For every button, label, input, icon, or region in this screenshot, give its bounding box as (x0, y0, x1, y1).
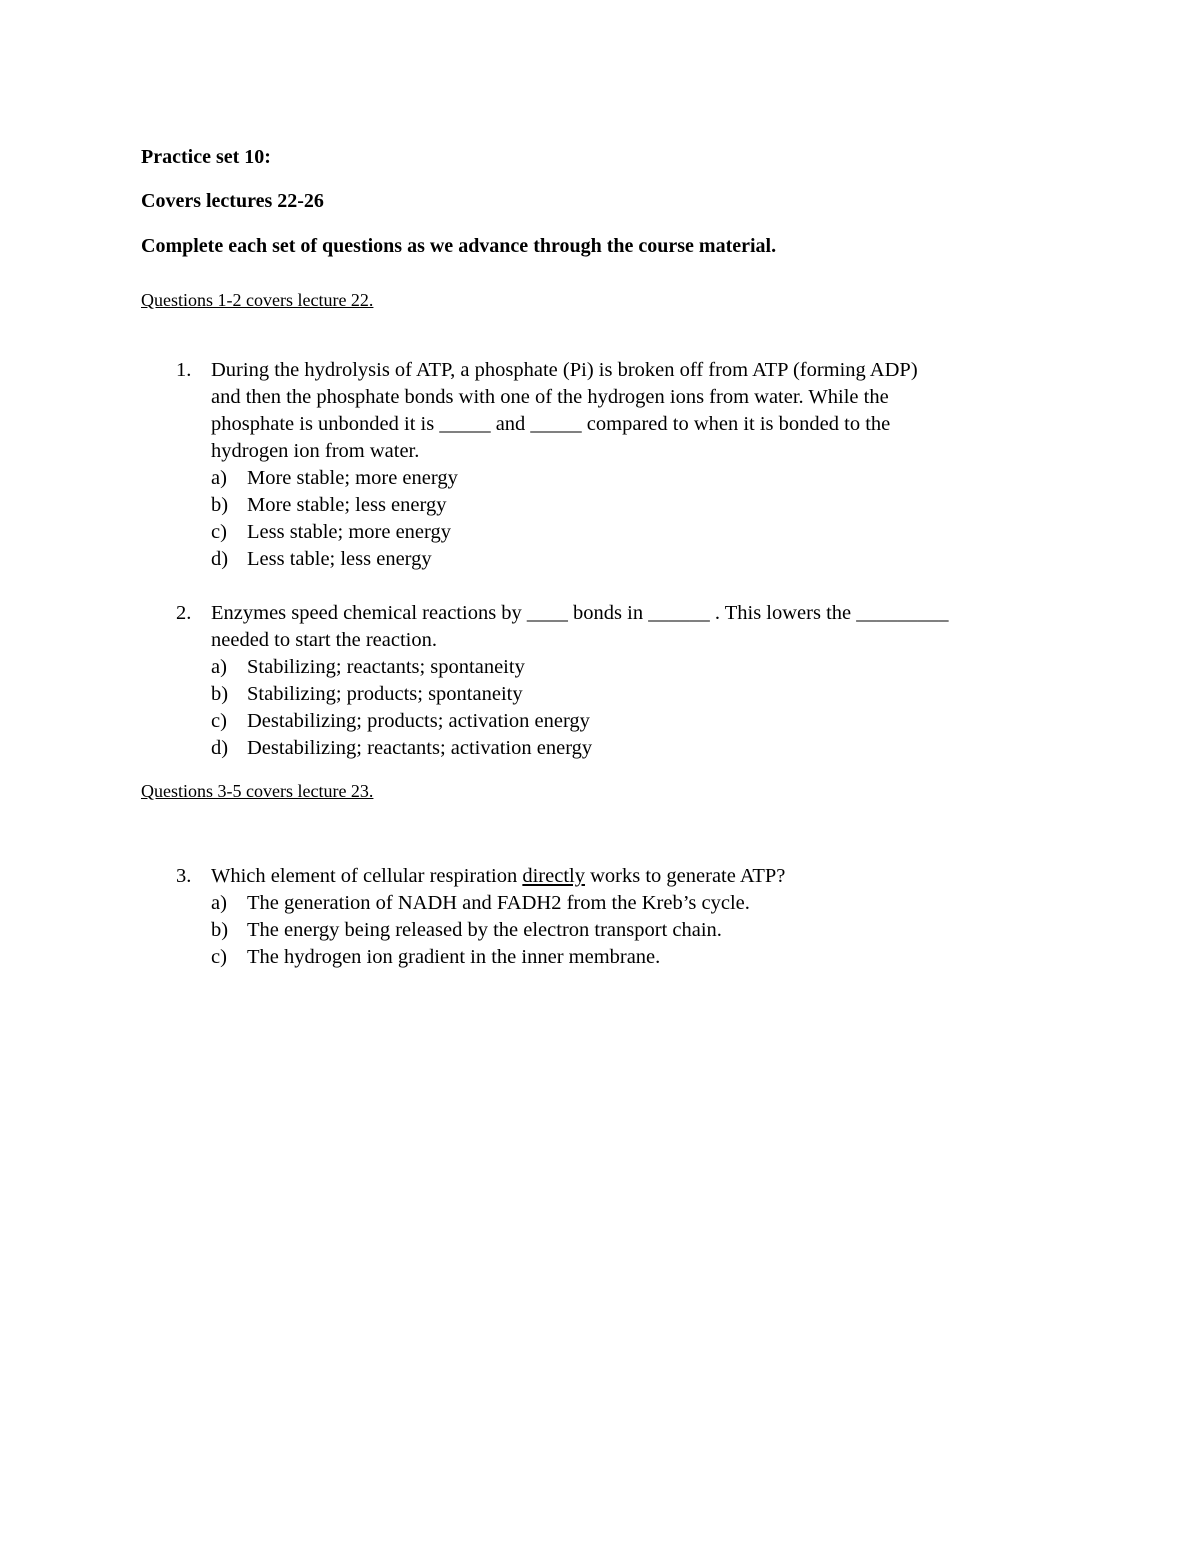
option-d (176, 546, 1091, 573)
question-number: 3. (176, 865, 192, 887)
option-letter: c) (211, 946, 227, 968)
options-list (176, 465, 1091, 573)
option-b (176, 681, 1091, 708)
question-stem (211, 863, 1091, 971)
question-stem (211, 357, 1091, 573)
section-heading-lecture-22: Questions 1-2 covers lecture 22. (141, 290, 374, 310)
option-letter: b) (211, 919, 229, 941)
option-text: More stable; more energy (247, 467, 458, 489)
option-a (176, 654, 1091, 681)
section-heading-lecture-23: Questions 3-5 covers lecture 23. (141, 781, 374, 801)
stem-emphasis: directly (522, 865, 585, 887)
options-list (176, 654, 1091, 762)
stem-line: and then the phosphate bonds with one of the hydrogen ions from water. While the (211, 386, 889, 408)
question-2 (176, 600, 1076, 765)
covers-line: Covers lectures 22-26 (141, 190, 324, 212)
question-1 (176, 357, 1076, 577)
instruction-line: Complete each set of questions as we advance through the course material. (141, 235, 777, 257)
stem-text: Which element of cellular respiration (211, 865, 523, 887)
question-number: 1. (176, 359, 192, 381)
option-b (176, 917, 1091, 944)
option-c (176, 519, 1091, 546)
option-c (176, 944, 1091, 971)
question-number: 2. (176, 602, 192, 624)
option-letter: c) (211, 521, 227, 543)
option-text: Destabilizing; products; activation energy (247, 710, 590, 732)
option-text: More stable; less energy (247, 494, 447, 516)
option-text: Less stable; more energy (247, 521, 451, 543)
option-letter: b) (211, 494, 229, 516)
document-title: Practice set 10: (141, 146, 271, 168)
stem-line: needed to start the reaction. (211, 629, 437, 651)
question-3 (176, 863, 1076, 978)
option-a (176, 465, 1091, 492)
stem-line: phosphate is unbonded it is _____ and _____ compared to when it is bonded to the (211, 413, 891, 435)
options-list (176, 890, 1091, 971)
option-letter: d) (211, 737, 229, 759)
option-b (176, 492, 1091, 519)
option-text: The hydrogen ion gradient in the inner membrane. (247, 946, 661, 968)
option-letter: d) (211, 548, 229, 570)
option-letter: c) (211, 710, 227, 732)
option-a (176, 890, 1091, 917)
option-letter: a) (211, 467, 227, 489)
option-text: Less table; less energy (247, 548, 432, 570)
option-letter: b) (211, 683, 229, 705)
option-c (176, 708, 1091, 735)
option-letter: a) (211, 656, 227, 678)
question-stem (211, 600, 1091, 762)
option-text: Stabilizing; products; spontaneity (247, 683, 523, 705)
stem-line: Enzymes speed chemical reactions by ____ bonds in ______ . This lowers the _________ (211, 602, 949, 624)
option-text: The energy being released by the electron transport chain. (247, 919, 722, 941)
stem-line: hydrogen ion from water. (211, 440, 420, 462)
option-letter: a) (211, 892, 227, 914)
option-text: The generation of NADH and FADH2 from the Kreb’s cycle. (247, 892, 750, 914)
option-text: Stabilizing; reactants; spontaneity (247, 656, 525, 678)
option-d (176, 735, 1091, 762)
stem-line (211, 863, 1091, 890)
option-text: Destabilizing; reactants; activation energy (247, 737, 593, 759)
stem-text: works to generate ATP? (584, 865, 786, 887)
stem-line: During the hydrolysis of ATP, a phosphate (Pi) is broken off from ATP (forming ADP) (211, 359, 918, 381)
